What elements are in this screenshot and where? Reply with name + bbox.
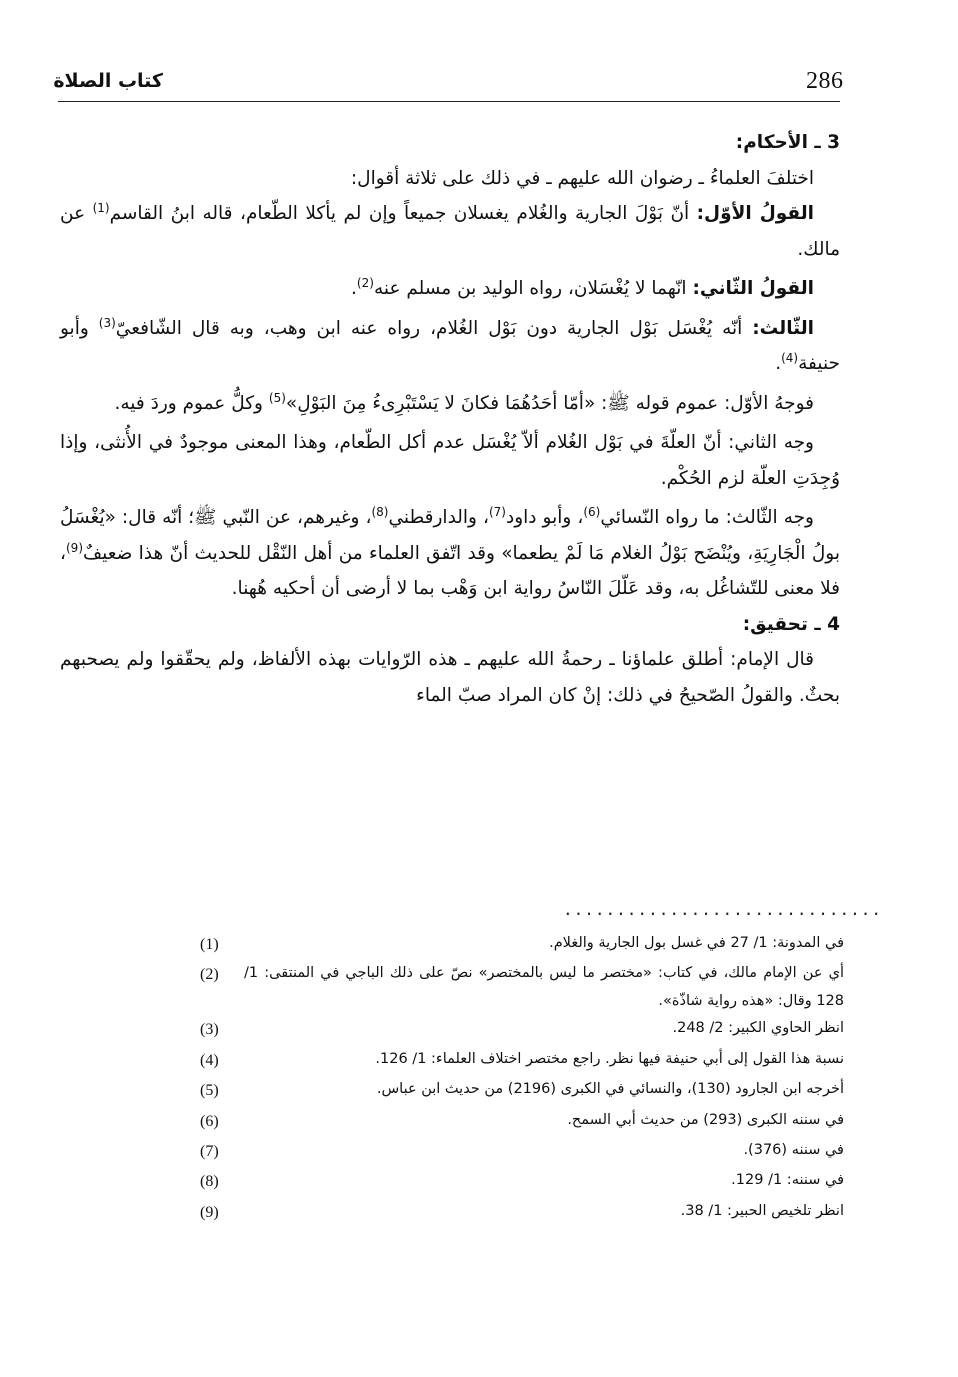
text-reason-third-1: وجه الثّالث: ما رواه النّسائي bbox=[600, 507, 814, 529]
text-second-opinion: انّهما لا يُغْسَلان، رواه الوليد بن مسلم عنه bbox=[373, 278, 687, 300]
footnote-number: (7) bbox=[200, 1143, 219, 1161]
page-number: 286 bbox=[806, 68, 844, 94]
text-reason-third-4: ، وغيرهم، عن النّبي ﷺ؛ أنّه قال: «يُغْسَلُ بولُ الْجَارِيَةِ، ويُنْضَح بَوْلُ الغلام مَا لَمْ يطعما» وقد اتّفق العلماء من أهل النّقْل للحديث أنّ هذا ضعيفٌ bbox=[60, 507, 840, 564]
text-reason-third-3: ، والدارقطني bbox=[388, 507, 489, 529]
footnote-item bbox=[200, 930, 848, 960]
text-reason-third-2: ، وأبو داود bbox=[505, 507, 584, 529]
footnote-number: (4) bbox=[200, 1051, 219, 1069]
footnote-ref-8: (8) bbox=[371, 505, 389, 519]
footnote-item bbox=[200, 1076, 848, 1106]
label-first-opinion: القولُ الأوّل: bbox=[696, 203, 814, 225]
footnote-item bbox=[200, 960, 848, 1015]
paragraph-first-opinion bbox=[60, 196, 840, 267]
text-third-opinion: أنّه يُغْسَل بَوْل الجارية دون بَوْل الغُلام، رواه عنه ابن وهب، وبه قال الشّافعيّ bbox=[115, 317, 743, 339]
footnote-number: (6) bbox=[200, 1112, 219, 1130]
paragraph-verification: قال الإمام: أطلق علماؤنا ـ رحمةُ الله عليهم ـ هذه الرّوايات بهذه الألفاظ، ولم يحقّقوا ولم يصحبهم بحثٌ. والقولُ الصّحيحُ في ذلك: إنْ كان المراد صبّ الماء bbox=[60, 649, 840, 706]
footnote-text: انظر الحاوي الكبير: 2/ 248. bbox=[672, 1020, 844, 1037]
text-reason-first: فوجهُ الأوّل: عموم قوله ﷺ: «أمّا أحَدُهُمَا فكانَ لا يَسْتَبْرِىءُ مِنَ البَوْلِ» bbox=[285, 392, 814, 414]
footnote-ref-3: (3) bbox=[98, 315, 116, 330]
footnote-item bbox=[200, 1167, 848, 1197]
header-rule bbox=[58, 101, 840, 102]
paragraph-third-opinion bbox=[60, 311, 840, 382]
footnote-separator: .............................. bbox=[563, 900, 882, 919]
running-title: كتاب الصلاة bbox=[53, 70, 163, 92]
paragraph-intro: اختلفَ العلماءُ ـ رضوان الله عليهم ـ في ذلك على ثلاثة أقوال: bbox=[350, 167, 814, 189]
footnote-ref-4: (4) bbox=[781, 350, 799, 365]
footnote-item bbox=[200, 1137, 848, 1167]
tail-reason-first: وكلُّ عموم وردَ فيه. bbox=[114, 392, 263, 414]
paragraph-reason-first bbox=[60, 386, 840, 422]
main-text bbox=[60, 125, 840, 713]
tail-third-opinion: . bbox=[775, 353, 782, 375]
paragraph-second-opinion bbox=[60, 271, 840, 307]
footnote-ref-5: (5) bbox=[268, 390, 286, 405]
footnote-number: (2) bbox=[200, 966, 219, 984]
footnote-text: في المدونة: 1/ 27 في غسل بول الجارية والغلام. bbox=[549, 935, 844, 951]
text-first-opinion: أنّ بَوْلَ الجارية والغُلام يغسلان جميعاً وإن لم يأكلا الطّعام، قاله ابنُ القاسم bbox=[109, 203, 690, 225]
footnote-ref-1: (1) bbox=[92, 200, 110, 215]
footnote-number: (5) bbox=[200, 1082, 219, 1100]
footnote-number: (1) bbox=[200, 936, 219, 953]
footnote-item bbox=[200, 1107, 848, 1137]
footnote-text: نسبة هذا القول إلى أبي حنيفة فيها نظر. راجع مختصر اختلاف العلماء: 1/ 126. bbox=[375, 1050, 844, 1067]
footnote-ref-7: (7) bbox=[488, 505, 506, 519]
footnote-text: أي عن الإمام مالك، في كتاب: «مختصر ما ليس بالمختصر» نصّ على ذلك الباجي في المنتقى: 1/ 128 وقال: «هذه رواية شاذّة». bbox=[244, 965, 844, 1009]
text-reason-third-5: ، فلا معنى للتّشاغُل به، وقد عَلّلَ النّاسُ رواية ابن وَهْب بما لا أرضى أن أحكيه هُهنا. bbox=[60, 542, 840, 600]
mid-third-opinion: وأبو حنيفة bbox=[60, 317, 840, 375]
footnote-ref-6: (6) bbox=[583, 505, 601, 519]
paragraph-reason-third bbox=[60, 500, 840, 607]
footnote-text: أخرجه ابن الجارود (130)، والنسائي في الكبرى (2196) من حديث ابن عباس. bbox=[376, 1081, 844, 1098]
footnote-ref-2: (2) bbox=[356, 275, 374, 290]
footnote-number: (9) bbox=[200, 1203, 219, 1221]
label-second-opinion: القولُ الثّاني: bbox=[692, 278, 814, 300]
footnote-item bbox=[200, 1015, 848, 1045]
footnote-text: انظر تلخيص الحبير: 1/ 38. bbox=[680, 1202, 844, 1219]
tail-second-opinion: . bbox=[351, 278, 357, 300]
footnote-number: (8) bbox=[200, 1173, 219, 1191]
tail-first-opinion: عن مالك. bbox=[60, 203, 840, 260]
paragraph-reason-second: وجه الثاني: أنّ العلّةَ في بَوْل الغُلام ألاّ يُغْسَل عدم أكل الطّعام، وهذا المعنى موجودٌ في الأُنثى، وإذا وُجِدَتِ العلّة لزم الحُكْم. bbox=[60, 432, 840, 489]
footnote-item bbox=[200, 1198, 848, 1228]
footnote-text: في سننه (376). bbox=[743, 1142, 844, 1159]
footnotes-list bbox=[200, 930, 848, 1228]
footnote-text: في سننه الكبرى (293) من حديث أبي السمح. bbox=[567, 1111, 844, 1128]
footnote-ref-9: (9) bbox=[65, 540, 83, 555]
section-heading-rulings: 3 ـ الأحكام: bbox=[735, 132, 840, 153]
footnote-text: في سننه: 1/ 129. bbox=[731, 1172, 844, 1189]
label-third-opinion: الثّالث: bbox=[752, 317, 814, 339]
section-heading-verification: 4 ـ تحقيق: bbox=[742, 613, 840, 635]
footnote-item bbox=[200, 1046, 848, 1076]
footnote-number: (3) bbox=[200, 1021, 219, 1039]
